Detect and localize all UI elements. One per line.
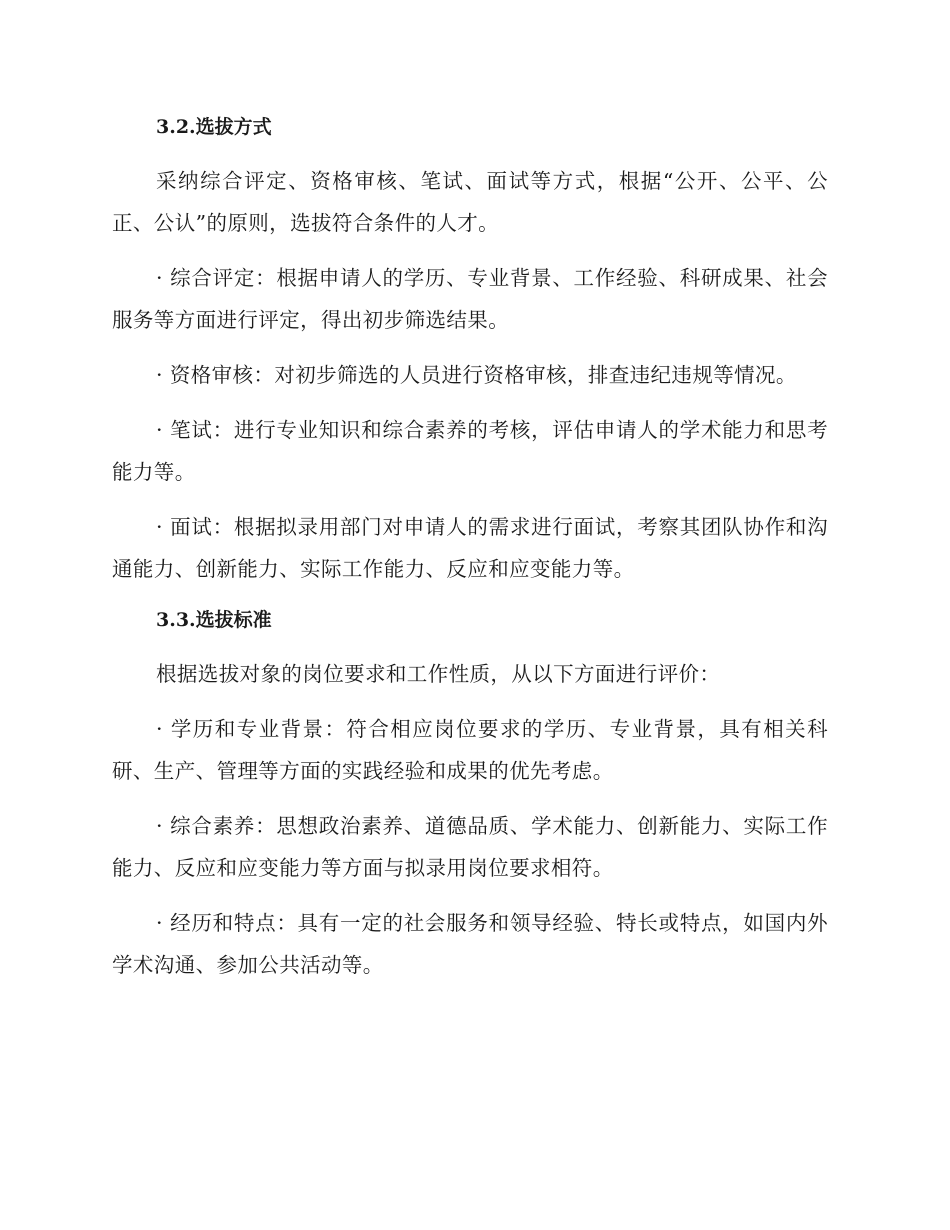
- list-item-qualification-review: · 资格审核：对初步筛选的人员进行资格审核，排查违纪违规等情况。: [156, 363, 797, 387]
- list-item-interview: · 面试：根据拟录用部门对申请人的需求进行面试，考察其团队协作和沟通能力、创新能力、实际工作能力、反应和应变能力等。: [112, 515, 828, 581]
- section-heading-3-2: 3.2.选拔方式: [156, 116, 272, 138]
- section-3-3-intro: 根据选拔对象的岗位要求和工作性质，从以下方面进行评价：: [156, 662, 721, 686]
- list-item-written-exam: · 笔试：进行专业知识和综合素养的考核，评估申请人的学术能力和思考能力等。: [112, 418, 828, 484]
- list-item-comprehensive-evaluation: · 综合评定：根据申请人的学历、专业背景、工作经验、科研成果、社会服务等方面进行评定，得出初步筛选结果。: [112, 266, 828, 332]
- document-body: [112, 110, 828, 986]
- section-heading-3-3: 3.3.选拔标准: [156, 609, 272, 631]
- list-item-overall-quality: · 综合素养：思想政治素养、道德品质、学术能力、创新能力、实际工作能力、反应和应变能力等方面与拟录用岗位要求相符。: [112, 814, 828, 880]
- section-3-2-intro: 采纳综合评定、资格审核、笔试、面试等方式，根据“公开、公平、公正、公认”的原则，选拔符合条件的人才。: [112, 169, 828, 235]
- list-item-education-background: · 学历和专业背景：符合相应岗位要求的学历、专业背景，具有相关科研、生产、管理等方面的实践经验和成果的优先考虑。: [112, 717, 828, 783]
- list-item-experience-traits: · 经历和特点：具有一定的社会服务和领导经验、特长或特点，如国内外学术沟通、参加公共活动等。: [112, 911, 828, 977]
